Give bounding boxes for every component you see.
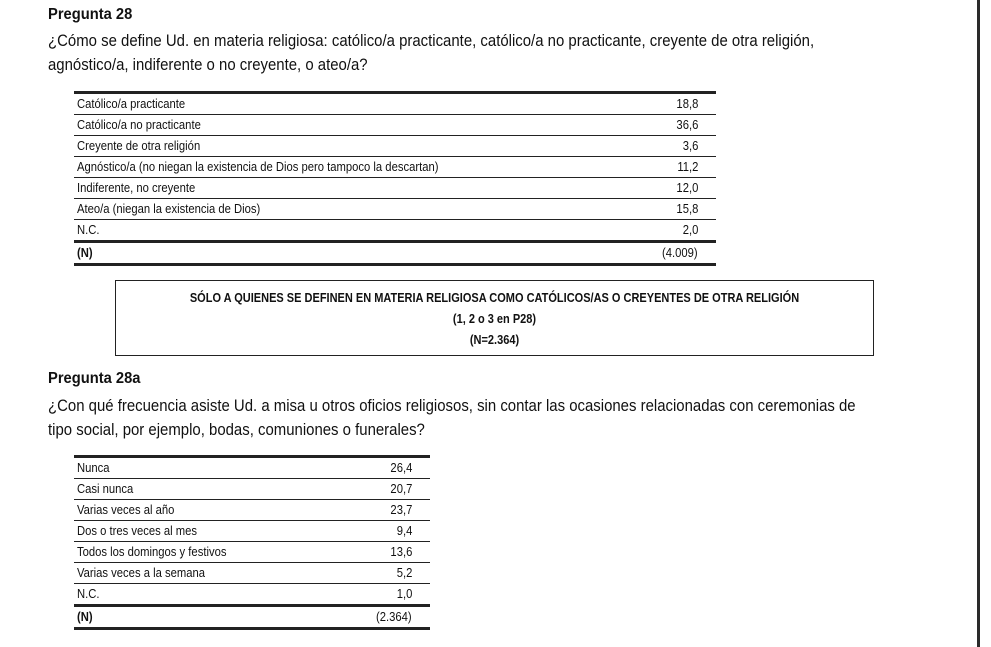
table-row	[74, 115, 716, 136]
row-label: N.C.	[74, 220, 567, 242]
row-label: Nunca	[74, 457, 329, 479]
question-28-text	[48, 29, 935, 77]
row-value: 26,4	[329, 457, 430, 479]
table-row	[74, 500, 430, 521]
table-total-row	[74, 242, 716, 265]
row-label: Ateo/a (niegan la existencia de Dios)	[74, 199, 567, 220]
row-label: Casi nunca	[74, 479, 329, 500]
question-28a-text-line: ¿Con qué frecuencia asiste Ud. a misa u otros oficios religiosos, sin contar las ocasiones relacionadas con ceremonias de	[48, 397, 856, 415]
total-label: (N)	[74, 242, 567, 265]
filter-note-box	[115, 280, 874, 356]
table-row	[74, 584, 430, 606]
total-value: (2.364)	[329, 606, 430, 629]
question-28a-results-table	[74, 455, 430, 630]
row-value: 36,6	[567, 115, 716, 136]
table-total-row	[74, 606, 430, 629]
row-label: Varias veces al año	[74, 500, 329, 521]
table-row	[74, 479, 430, 500]
row-value: 1,0	[329, 584, 430, 606]
filter-note-line: (1, 2 o 3 en P28)	[452, 312, 537, 326]
question-28a-text-line: tipo social, por ejemplo, bodas, comuniones o funerales?	[48, 421, 425, 439]
row-value: 18,8	[567, 93, 716, 115]
row-label: Todos los domingos y festivos	[74, 542, 329, 563]
question-28a-text	[48, 394, 935, 442]
row-value: 3,6	[567, 136, 716, 157]
row-label: Católico/a no practicante	[74, 115, 567, 136]
row-label: Agnóstico/a (no niegan la existencia de Dios pero tampoco la descartan)	[74, 157, 567, 178]
page-border	[977, 0, 980, 647]
table-row	[74, 457, 430, 479]
table-row	[74, 93, 716, 115]
table-row	[74, 563, 430, 584]
question-28-text-line: ¿Cómo se define Ud. en materia religiosa: católico/a practicante, católico/a no practicante, creyente de otra religión,	[48, 32, 815, 50]
total-value: (4.009)	[567, 242, 716, 265]
row-label: Creyente de otra religión	[74, 136, 567, 157]
question-28-results-table	[74, 91, 716, 266]
row-value: 9,4	[329, 521, 430, 542]
question-28-text-line: agnóstico/a, indiferente o no creyente, o ateo/a?	[48, 56, 368, 74]
question-28-title: Pregunta 28	[48, 6, 133, 23]
row-value: 11,2	[567, 157, 716, 178]
row-label: N.C.	[74, 584, 329, 606]
table-row	[74, 542, 430, 563]
table-row	[74, 136, 716, 157]
table-row	[74, 199, 716, 220]
row-label: Indiferente, no creyente	[74, 178, 567, 199]
row-label: Dos o tres veces al mes	[74, 521, 329, 542]
row-value: 12,0	[567, 178, 716, 199]
table-row	[74, 220, 716, 242]
row-value: 5,2	[329, 563, 430, 584]
row-value: 15,8	[567, 199, 716, 220]
total-label: (N)	[74, 606, 329, 629]
question-28a-title: Pregunta 28a	[48, 370, 141, 387]
filter-note-line: SÓLO A QUIENES SE DEFINEN EN MATERIA RELIGIOSA COMO CATÓLICOS/AS O CREYENTES DE OTRA RELIGIÓN	[189, 291, 800, 305]
row-value: 13,6	[329, 542, 430, 563]
table-row	[74, 521, 430, 542]
filter-note-line: (N=2.364)	[469, 333, 520, 347]
table-row	[74, 178, 716, 199]
row-label: Varias veces a la semana	[74, 563, 329, 584]
row-value: 20,7	[329, 479, 430, 500]
row-value: 23,7	[329, 500, 430, 521]
table-row	[74, 157, 716, 178]
row-value: 2,0	[567, 220, 716, 242]
row-label: Católico/a practicante	[74, 93, 567, 115]
